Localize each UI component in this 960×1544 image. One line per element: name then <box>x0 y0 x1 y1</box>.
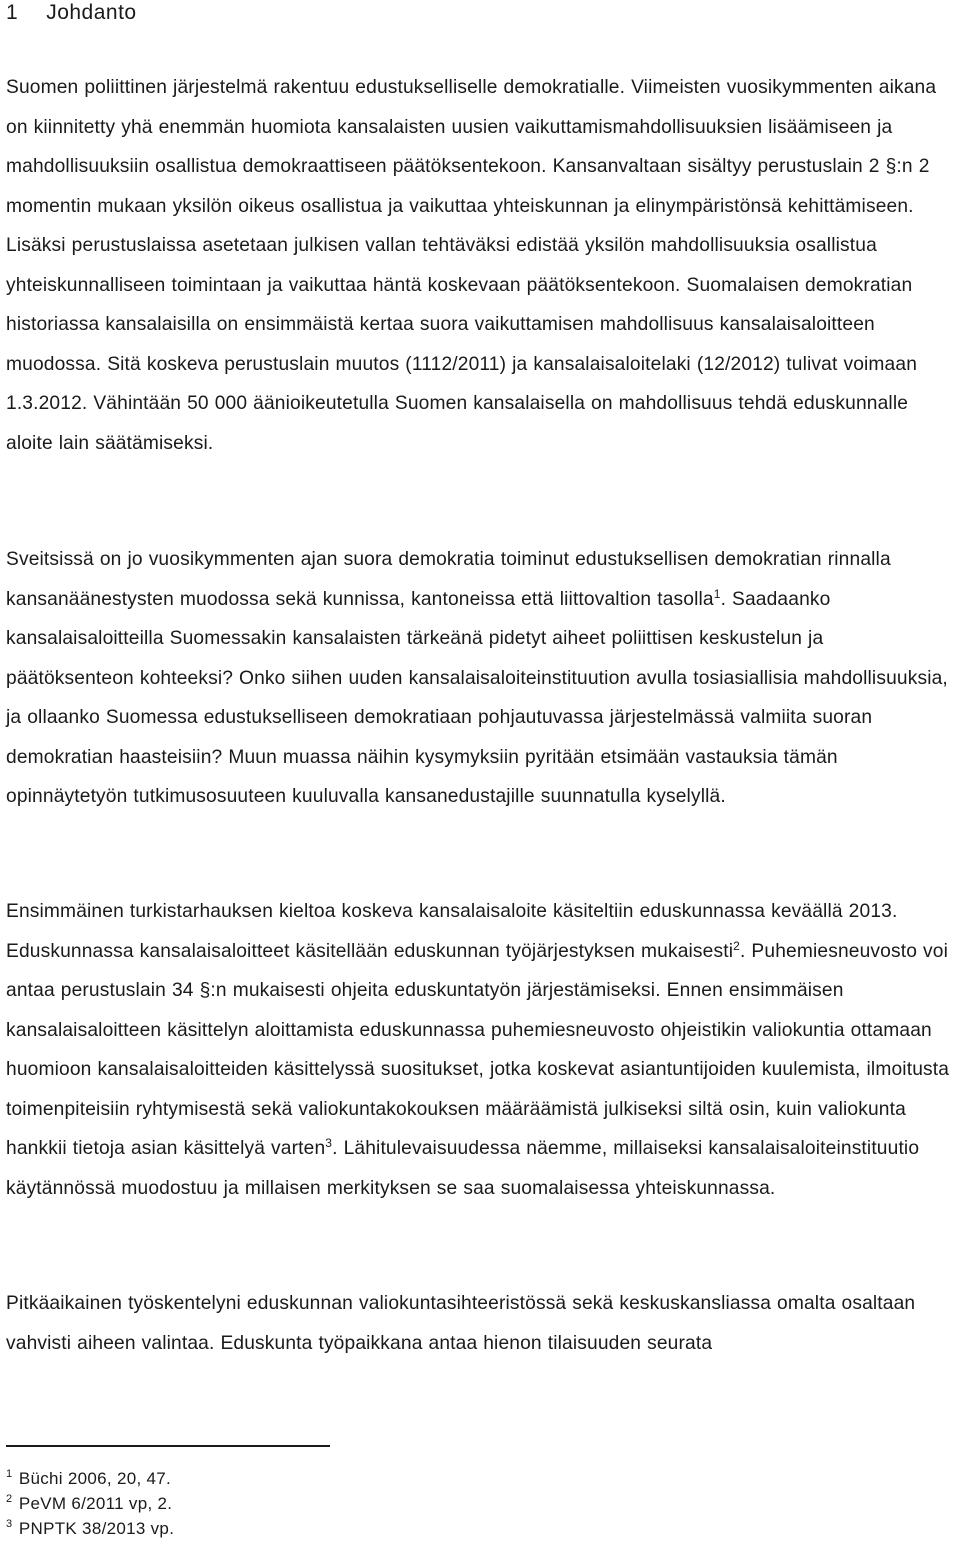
paragraph-2-text-a: Sveitsissä on jo vuosikymmenten ajan suora demokratia toiminut edustuksellisen demokratian rinnalla kansanäänestysten muodossa sekä kunnissa, kantoneissa että liittovaltion tasolla <box>6 549 891 610</box>
paragraph-2-text-b: . Saadaanko kansalaisaloitteilla Suomessakin kansalaisten tärkeänä pidetyt aiheet poliittisen keskustelun ja päätöksenteon kohteeksi? Onko siihen uuden kansalaisaloiteinstituution avulla tosiasiallisia mahdollisuuksia, ja ollaanko Suomessa edustukselliseen demokratiaan pohjautuvassa järjestelmässä valmiita suoran demokratian haasteisiin? Muun muassa näihin kysymyksiin pyritään etsimään vastauksia tämän opinnäytetyön tutkimusosuuteen kuuluvalla kansanedustajille suunnatulla kyselyllä. <box>6 588 948 807</box>
footnote-mark: 3 <box>6 1518 13 1530</box>
paragraph-1: Suomen poliittinen järjestelmä rakentuu edustukselliselle demokratialle. Viimeisten vuosikymmenten aikana on kiinnitetty yhä enemmän huomiota kansalaisten uusien vaikuttamismahdollisuuksien lisäämiseen ja mahdollisuuksiin osallistua demokraattiseen päätöksentekoon. Kansanvaltaan sisältyy perustuslain 2 §:n 2 momentin mukaan yksilön oikeus osallistua ja vaikuttaa yhteiskunnan ja elinympäristönsä kehittämiseen. Lisäksi perustuslaissa asetetaan julkisen vallan tehtäväksi edistää yksilön mahdollisuuksia osallistua yhteiskunnalliseen toimintaan ja vaikuttaa häntä koskevaan päätöksentekoon. Suomalaisen demokratian historiassa kansalaisilla on ensimmäistä kertaa suora vaikuttamisen mahdollisuus kansalaisaloitteen muodossa. Sitä koskeva perustuslain muutos (1112/2011) ja kansalaisaloitelaki (12/2012) tulivat voimaan 1.3.2012. Vähintään 50 000 äänioikeutetulla Suomen kansalaisella on mahdollisuus tehdä eduskunnalle aloite lain säätämiseksi. <box>6 77 937 454</box>
paragraph-3-text-b: . Puhemiesneuvosto voi antaa perustuslain 34 §:n mukaisesti ohjeita eduskuntatyön järjestämiseksi. Ennen ensimmäisen kansalaisaloitteen käsittelyn aloittamista eduskunnassa puhemiesneuvosto ohjeistikin valiokuntia ottamaan huomioon kansalaisaloitteiden käsittelyssä suositukset, jotka koskevat asiantuntijoiden kuulemista, ilmoitusta toimenpiteisiin ryhtymisestä sekä valiokuntakokouksen määräämistä julkiseksi siltä osin, kuin valiokunta hankkii tietoja asian käsittelyä varten <box>6 940 950 1159</box>
footnote-mark: 2 <box>6 1493 13 1505</box>
footnote-3 <box>6 1516 174 1541</box>
footnote-ref-2[interactable]: 2 <box>733 938 740 953</box>
footnote-ref-3[interactable]: 3 <box>325 1136 333 1150</box>
footnote-mark: 1 <box>6 1468 13 1480</box>
document-page <box>6 0 954 1538</box>
paragraph-3-text-a: Ensimmäinen turkistarhauksen kieltoa koskeva kansalaisaloite käsiteltiin eduskunnassa keväällä 2013. Eduskunnassa kansalaisaloitteet käsitellään eduskunnan työjärjestyksen mukaisesti <box>6 901 898 962</box>
footnote-ref-1[interactable]: 1 <box>713 586 721 601</box>
paragraph-2 <box>6 540 954 817</box>
footnote-text: PeVM 6/2011 vp, 2. <box>18 1494 173 1513</box>
section-number: 1 <box>6 1 19 24</box>
paragraph-3 <box>6 892 954 1208</box>
footnote-divider <box>6 1445 330 1447</box>
footnotes <box>6 1466 174 1541</box>
paragraph-3-text-c: . Lähitulevaisuudessa näemme, millaiseksi kansalaisaloiteinstituutio käytännössä muodostuu ja millaisen merkityksen se saa suomalaisessa yhteiskunnassa. <box>6 1138 920 1199</box>
footnote-1 <box>6 1466 174 1491</box>
section-title: Johdanto <box>46 1 137 24</box>
section-heading <box>6 0 954 26</box>
footnote-2 <box>6 1491 174 1516</box>
footnote-text: PNPTK 38/2013 vp. <box>18 1519 175 1538</box>
footnote-text: Büchi 2006, 20, 47. <box>18 1469 172 1488</box>
paragraph-4: Pitkäaikainen työskentelyni eduskunnan valiokuntasihteeristössä sekä keskuskansliassa omalta osaltaan vahvisti aiheen valintaa. Eduskunta työpaikkana antaa hienon tilaisuuden seurata <box>6 1293 916 1354</box>
